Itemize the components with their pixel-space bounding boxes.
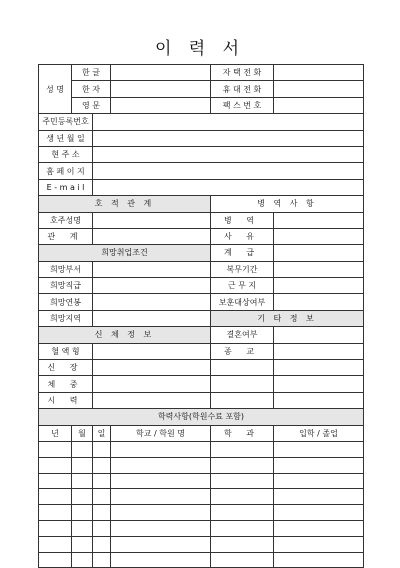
education-major-field[interactable] [211,505,274,521]
other-extra-label-3 [211,392,274,408]
education-status-field[interactable] [274,520,364,536]
education-month-field[interactable] [72,536,93,552]
family-section-header: 호 적 관 계 [39,196,211,212]
education-row [39,457,364,473]
birth-date-label: 생 년 월 일 [39,130,93,146]
weight-label: 체 중 [39,376,93,392]
resume-form [38,64,364,568]
military-discharge-field[interactable] [274,278,364,294]
family-head-label: 호주성명 [39,212,93,228]
birth-date-field[interactable] [93,130,364,146]
education-year-field[interactable] [39,552,72,568]
address-field[interactable] [93,146,364,162]
blood-type-field[interactable] [93,343,211,359]
education-year-field[interactable] [39,520,72,536]
veteran-field[interactable] [274,294,364,310]
education-year-field[interactable] [39,441,72,457]
body-section-header: 신 체 정 보 [39,327,211,343]
education-col-school: 학교 / 학원 명 [111,425,211,441]
education-year-field[interactable] [39,536,72,552]
education-major-field[interactable] [211,552,274,568]
education-year-field[interactable] [39,457,72,473]
other-extra-field-1[interactable] [274,360,364,376]
education-day-field[interactable] [93,441,111,457]
mobile-phone-label: 휴 대 전 화 [211,81,274,97]
address-label: 현 주 소 [39,146,93,162]
desired-region-label: 희망지역 [39,310,93,326]
education-day-field[interactable] [93,520,111,536]
height-field[interactable] [93,360,211,376]
name-korean-label: 한 글 [72,65,111,81]
name-label: 성 명 [39,65,72,114]
education-month-field[interactable] [72,473,93,489]
resident-number-field[interactable] [93,114,364,130]
education-day-field[interactable] [93,473,111,489]
education-major-field[interactable] [211,520,274,536]
marital-label: 결혼여부 [211,327,274,343]
education-month-field[interactable] [72,552,93,568]
name-hanja-field[interactable] [111,81,211,97]
education-school-field[interactable] [111,520,211,536]
education-row [39,552,364,568]
education-day-field[interactable] [93,536,111,552]
family-relation-label: 관 계 [39,228,93,244]
education-month-field[interactable] [72,505,93,521]
education-school-field[interactable] [111,473,211,489]
education-section-header: 학력사항(학원수료 포함) [39,409,364,425]
other-extra-label-1 [211,360,274,376]
fax-field[interactable] [274,97,364,113]
email-field[interactable] [93,179,364,195]
military-period-label: 복무기간 [211,261,274,277]
education-major-field[interactable] [211,489,274,505]
education-year-field[interactable] [39,473,72,489]
military-branch-label: 병 역 [211,212,274,228]
education-day-field[interactable] [93,489,111,505]
education-col-year: 년 [39,425,72,441]
homepage-field[interactable] [93,163,364,179]
education-month-field[interactable] [72,489,93,505]
desired-region-field[interactable] [93,310,211,326]
education-major-field[interactable] [211,441,274,457]
education-school-field[interactable] [111,441,211,457]
vision-field[interactable] [93,392,211,408]
education-status-field[interactable] [274,505,364,521]
marital-field[interactable] [274,327,364,343]
religion-field[interactable] [274,343,364,359]
education-status-field[interactable] [274,473,364,489]
home-phone-field[interactable] [274,65,364,81]
desired-section-header: 희망취업조건 [39,245,211,261]
home-phone-label: 자 택 전 화 [211,65,274,81]
education-month-field[interactable] [72,520,93,536]
education-status-field[interactable] [274,441,364,457]
family-head-field[interactable] [93,212,211,228]
desired-department-label: 희망부서 [39,261,93,277]
military-section-header: 병 역 사 항 [211,196,364,212]
education-school-field[interactable] [111,489,211,505]
education-status-field[interactable] [274,536,364,552]
education-month-field[interactable] [72,441,93,457]
education-school-field[interactable] [111,505,211,521]
desired-salary-field[interactable] [93,294,211,310]
education-school-field[interactable] [111,552,211,568]
weight-field[interactable] [93,376,211,392]
education-month-field[interactable] [72,457,93,473]
education-col-day: 일 [93,425,111,441]
education-year-field[interactable] [39,505,72,521]
vision-label: 시 력 [39,392,93,408]
education-row [39,536,364,552]
homepage-label: 홈 페 이 지 [39,163,93,179]
education-day-field[interactable] [93,457,111,473]
family-relation-field[interactable] [93,228,211,244]
name-hanja-label: 한 자 [72,81,111,97]
education-year-field[interactable] [39,489,72,505]
education-day-field[interactable] [93,552,111,568]
education-day-field[interactable] [93,505,111,521]
document-title: 이 력 서 [154,39,246,59]
veteran-label: 보훈대상여부 [211,294,274,310]
education-status-field[interactable] [274,489,364,505]
religion-label: 종 교 [211,343,274,359]
other-section-header: 기 타 정 보 [211,310,364,326]
fax-label: 팩 스 번 호 [211,97,274,113]
name-korean-field[interactable] [111,65,211,81]
name-english-label: 영 문 [72,97,111,113]
military-rank-field[interactable] [274,245,364,261]
blood-type-label: 혈 액 형 [39,343,93,359]
military-branch-field[interactable] [274,212,364,228]
education-major-field[interactable] [211,457,274,473]
education-status-field[interactable] [274,457,364,473]
education-major-field[interactable] [211,536,274,552]
education-status-field[interactable] [274,552,364,568]
education-row [39,489,364,505]
other-extra-label-2 [211,376,274,392]
military-reason-label: 사 유 [211,228,274,244]
height-label: 신 장 [39,360,93,376]
military-reason-field[interactable] [274,228,364,244]
education-row [39,473,364,489]
other-extra-field-3[interactable] [274,392,364,408]
education-row [39,520,364,536]
desired-salary-label: 희망연봉 [39,294,93,310]
email-label: E - m a i l [39,179,93,195]
education-major-field[interactable] [211,473,274,489]
military-period-field[interactable] [274,261,364,277]
education-col-status: 입학 / 졸업 [274,425,364,441]
education-school-field[interactable] [111,536,211,552]
desired-position-field[interactable] [93,278,211,294]
education-row [39,505,364,521]
name-english-field[interactable] [111,97,211,113]
education-col-major: 학 과 [211,425,274,441]
military-discharge-label: 근 무 지 [211,278,274,294]
resident-number-label: 주민등록번호 [39,114,93,130]
education-school-field[interactable] [111,457,211,473]
military-rank-label: 계 급 [211,245,274,261]
desired-department-field[interactable] [93,261,211,277]
education-col-month: 월 [72,425,93,441]
education-row [39,441,364,457]
desired-position-label: 희망직급 [39,278,93,294]
mobile-phone-field[interactable] [274,81,364,97]
other-extra-field-2[interactable] [274,376,364,392]
